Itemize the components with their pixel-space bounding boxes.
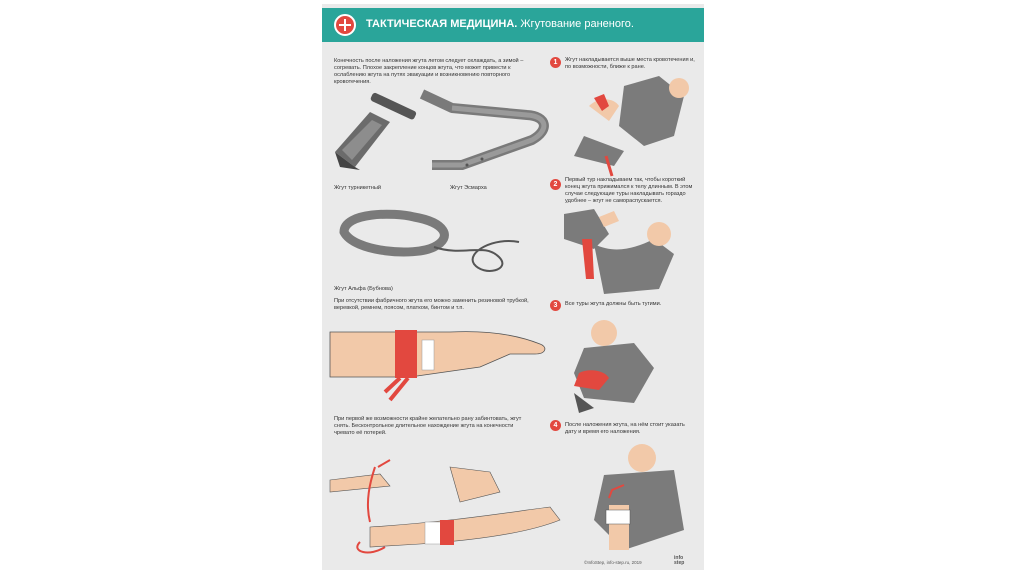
title-rest: Жгутование раненого. — [517, 18, 634, 30]
step-4-illustration — [564, 440, 694, 555]
turniket-illustration — [330, 92, 430, 182]
alfa-illustration — [334, 202, 534, 282]
substitute-text: При отсутствии фабричного жгута его можно заменить резиновой трубкой, веревкой, ремнем, поясом, платком, бинтом и т.п. — [334, 298, 529, 311]
footer-copyright: ©InfoStep, info-step.ru, 2019 — [584, 560, 642, 565]
step-number-2: 2 — [550, 179, 561, 190]
arm-tourniquet-illustration — [330, 322, 550, 402]
poster-header — [322, 8, 704, 42]
step-text-3: Все туры жгута должны быть тугими. — [565, 301, 662, 307]
footer-logo: info step — [674, 555, 685, 566]
caption-alfa: Жгут Альфа (Бубнова) — [334, 286, 393, 292]
step-text-4: После наложения жгута, на нём стоит указать дату и время его наложения. — [565, 422, 685, 435]
step-2-illustration — [564, 209, 694, 299]
leg-tourniquet-illustration — [330, 452, 570, 562]
esmarch-illustration — [422, 90, 562, 180]
step-number-1: 1 — [550, 57, 561, 68]
poster-title — [366, 18, 634, 30]
caption-esmarch: Жгут Эсмарха — [450, 185, 487, 191]
step-1-illustration — [564, 76, 694, 176]
title-bold: ТАКТИЧЕСКАЯ МЕДИЦИНА. — [366, 18, 518, 30]
step-3-illustration — [564, 318, 694, 413]
poster — [322, 4, 704, 570]
caption-turniket: Жгут турникетный — [334, 185, 382, 191]
step-text-2: Первый тур накладываем так, чтобы короткий конец жгута прижимался к телу длинным. В этом случае следующие туры накладывать гораздо удобнее – жгут не самораспускается. — [565, 177, 693, 204]
step-text-1: Жгут накладывается выше места кровотечения и, по возможности, ближе к ране. — [565, 57, 695, 70]
intro-text: Конечность после наложения жгута летом следует охлаждать, а зимой – согревать. Плохое закрепление концов жгута, что может привести к ослаблению жгута на путях эвакуации и возникновению повторного кровотечения. — [334, 58, 524, 85]
step-number-3: 3 — [550, 300, 561, 311]
medical-cross-icon — [334, 14, 356, 36]
step-number-4: 4 — [550, 420, 561, 431]
bandage-note-text: При первой же возможности крайне желательно рану забинтовать, жгут снять. Бесконтрольное длительное нахождение жгута на конечности чревато её потерей. — [334, 416, 522, 436]
